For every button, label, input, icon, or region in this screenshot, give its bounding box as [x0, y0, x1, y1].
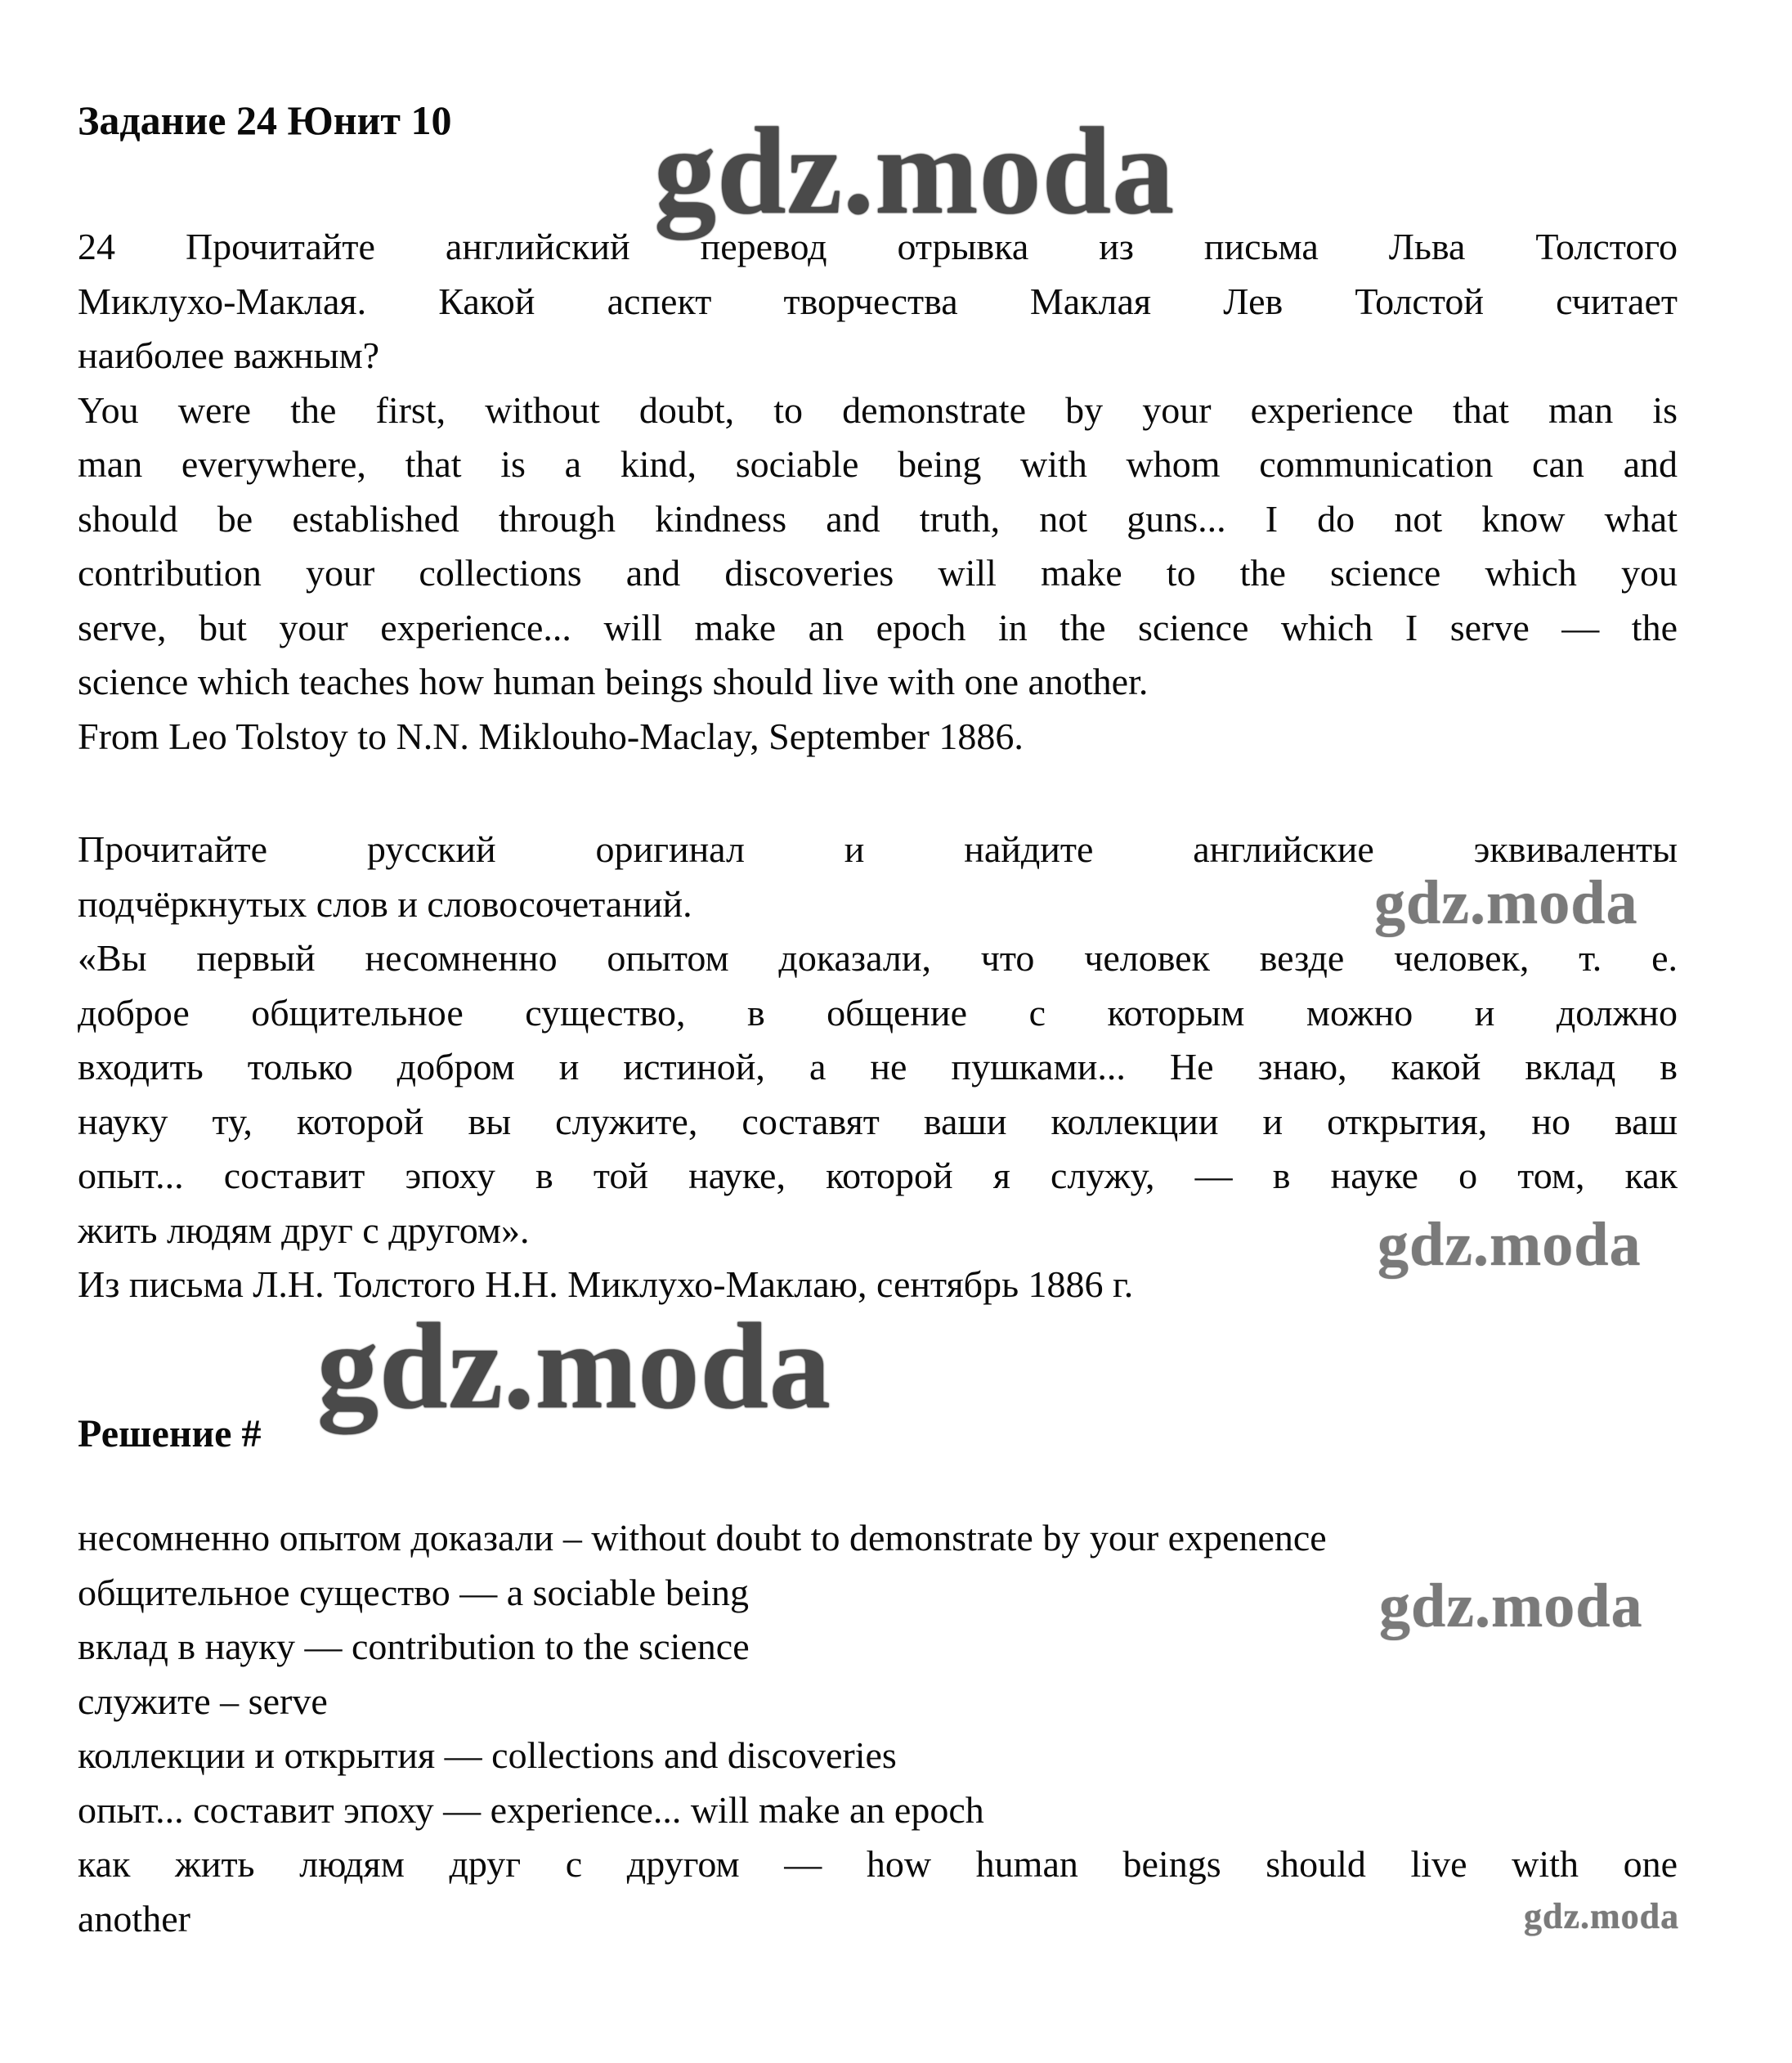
english-letter-line: science which teaches how human beings should live with one another.	[78, 661, 1149, 702]
solution-list	[78, 1511, 1678, 1946]
russian-task-line: Прочитайте русский оригинал и найдите английские эквиваленты	[78, 828, 1678, 870]
page-title: Задание 24 Юнит 10	[78, 97, 452, 143]
english-letter-line: contribution your collections and discoveries will make to the science which you	[78, 552, 1678, 594]
letter-attribution: From Leo Tolstoy to N.N. Miklouho-Maclay, September 1886.	[78, 715, 1024, 757]
russian-original-line: жить людям друг с другом».	[78, 1209, 530, 1251]
solution-heading: Решение #	[78, 1412, 262, 1455]
task-and-english-letter	[78, 220, 1678, 764]
gdz-moda-watermark: gdz.moda	[1379, 1572, 1643, 1640]
task-line: наиболее важным?	[78, 334, 380, 376]
solution-line: несомненно опытом доказали – without doubt to demonstrate by your expenence	[78, 1517, 1327, 1558]
solution-line: another	[78, 1897, 190, 1940]
russian-task-and-original	[78, 823, 1678, 1312]
task-line: 24 Прочитайте английский перевод отрывка из письма Льва Толстого	[78, 226, 1678, 267]
solution-line: вклад в науку — contribution to the science	[78, 1626, 750, 1667]
english-letter-line: You were the first, without doubt, to demonstrate by your experience that man is	[78, 388, 1678, 431]
gdz-moda-watermark: gdz.moda	[1374, 868, 1638, 937]
english-letter-line: man everywhere, that is a kind, sociable being with whom communication can and	[78, 443, 1678, 485]
solution-line: как жить людям друг с другом — how human beings should live with one	[78, 1843, 1678, 1885]
russian-original-line: входить только добром и истиной, а не пушками... Не знаю, какой вклад в	[78, 1046, 1678, 1088]
russian-original-line: «Вы первый несомненно опытом доказали, что человек везде человек, т. е.	[78, 937, 1678, 979]
gdz-moda-watermark: gdz.moda	[317, 1298, 831, 1434]
english-letter-line: serve, but your experience... will make an epoch in the science which I serve — the	[78, 606, 1678, 648]
solution-line: опыт... составит эпоху — experience... will make an epoch	[78, 1788, 984, 1831]
solution-line: служите – serve	[78, 1680, 328, 1722]
solution-line: общительное существо — a sociable being	[78, 1571, 750, 1613]
gdz-moda-watermark: gdz.moda	[1524, 1896, 1680, 1936]
russian-task-line: подчёркнутых слов и словосочетаний.	[78, 882, 692, 925]
russian-original-line: доброе общительное существо, в общение с которым можно и должно	[78, 991, 1678, 1034]
gdz-moda-watermark: gdz.moda	[1378, 1210, 1642, 1279]
russian-original-line: науку ту, которой вы служите, составят ваши коллекции и открытия, но ваш	[78, 1100, 1678, 1142]
solution-line: коллекции и открытия — collections and discoveries	[78, 1734, 897, 1776]
english-letter-line: should be established through kindness and truth, not guns... I do not know what	[78, 497, 1678, 540]
letter-attribution: Из письма Л.Н. Толстого Н.Н. Миклухо-Маклаю, сентябрь 1886 г.	[78, 1263, 1134, 1305]
task-line: Миклухо-Маклая. Какой аспект творчества Маклая Лев Толстой считает	[78, 280, 1678, 322]
gdz-moda-watermark: gdz.moda	[654, 102, 1176, 240]
russian-original-line: опыт... составит эпоху в той науке, которой я служу, — в науке о том, как	[78, 1155, 1678, 1196]
